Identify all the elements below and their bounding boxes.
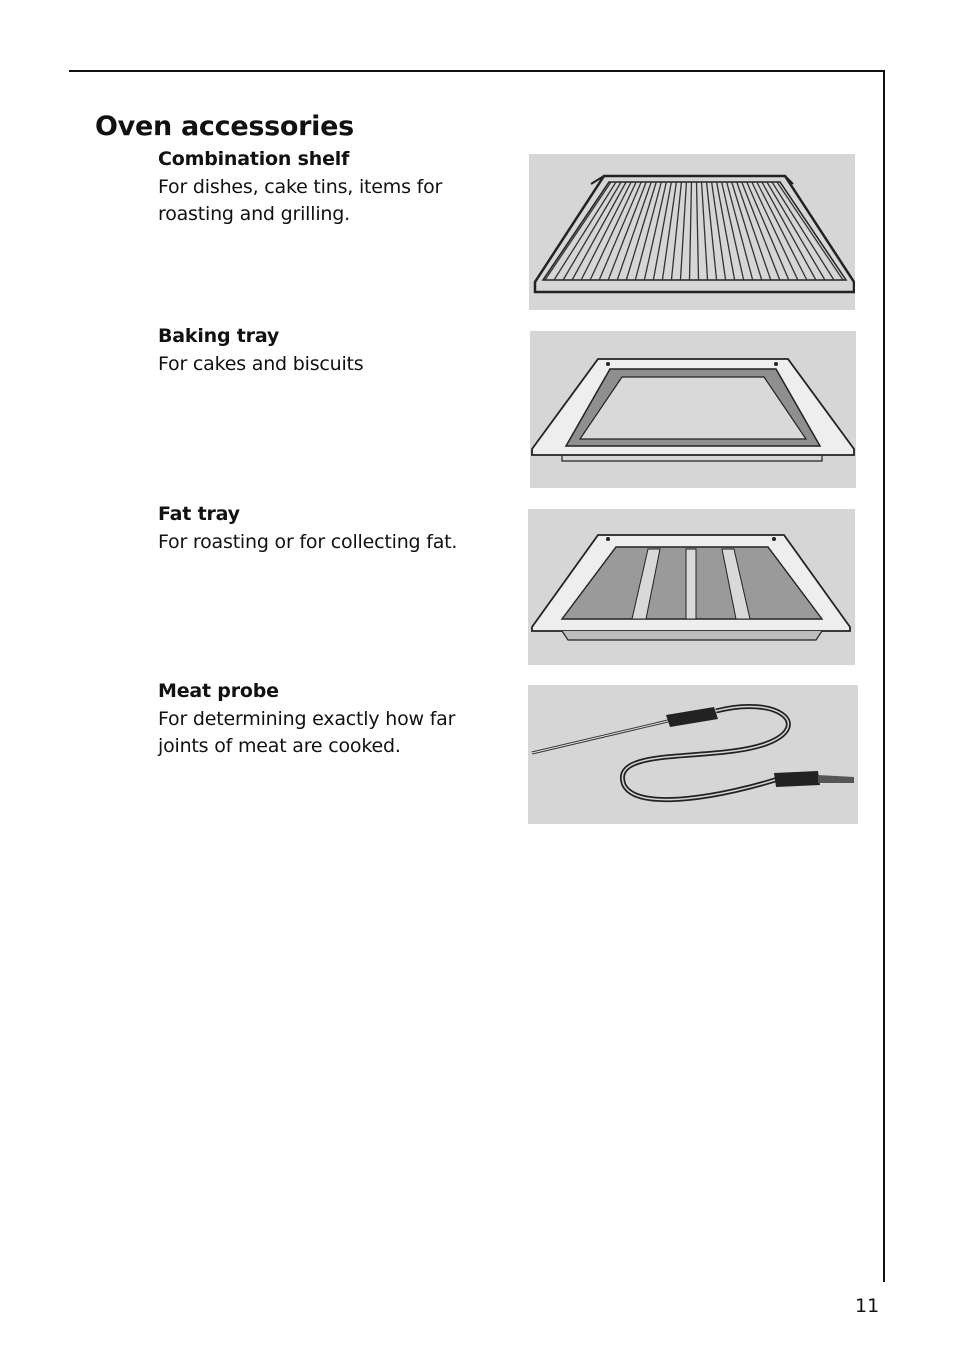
accessory-name: Fat tray — [158, 503, 240, 525]
accessory-name: Baking tray — [158, 325, 280, 347]
top-rule — [69, 70, 885, 72]
meat-probe-illustration — [528, 685, 858, 824]
combination-shelf-illustration — [529, 154, 855, 310]
accessory-name: Combination shelf — [158, 148, 350, 170]
fat-tray-illustration — [528, 509, 855, 665]
right-rule — [883, 70, 885, 1282]
accessory-fat-tray — [158, 500, 503, 556]
accessory-name: Meat probe — [158, 680, 279, 702]
accessory-description: For cakes and biscuits — [158, 353, 364, 375]
accessory-description: For determining exactly how far joints of meat are cooked. — [158, 708, 456, 757]
accessory-description: For dishes, cake tins, items for roasting and grilling. — [158, 176, 443, 225]
baking-tray-illustration — [530, 331, 856, 488]
page-title: Oven accessories — [95, 111, 354, 143]
page-number: 11 — [855, 1295, 880, 1317]
accessory-baking-tray — [158, 322, 503, 378]
accessory-description: For roasting or for collecting fat. — [158, 531, 458, 553]
accessory-meat-probe — [158, 677, 503, 760]
accessory-combination-shelf — [158, 145, 503, 228]
